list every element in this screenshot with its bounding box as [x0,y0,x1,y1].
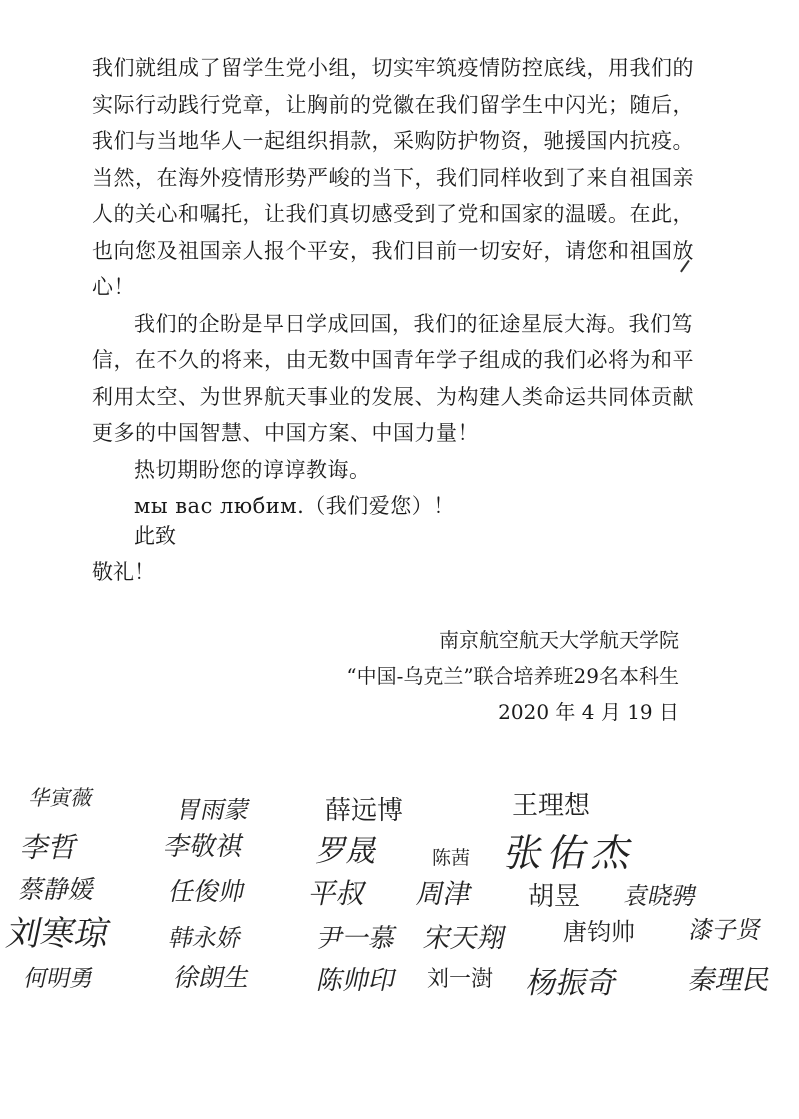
program-name: “中国-乌克兰”联合培养班29名本科生 [346,664,679,688]
signature-name: 胡昱 [528,882,581,912]
closing-phrase: 此致 [134,524,176,548]
signature-name: 平叔 [306,877,370,910]
signature-name: 漆子贤 [686,916,765,944]
signature-name: 罗晟 [313,834,381,869]
signature-name: 胃雨蒙 [174,796,253,824]
signature-name: 李哲 [18,831,82,864]
signature-name: 尹一慕 [314,924,399,954]
paragraph-2: 我们的企盼是早日学成回国，我们的征途星辰大海。我们笃信，在不久的将来，由无数中国青年学子组成的我们必将为和平利用太空、为世界航天事业的发展、为构建人类命运共同体贡献更多的中国智慧、中国方案、中国力量！ [92,311,694,445]
signature-name: 王理想 [512,791,591,821]
signature-name: 唐钧帅 [563,918,635,946]
signature-name: 张佑杰 [500,831,642,875]
signature-name: 杨振奇 [523,966,621,1001]
signature-name: 宋天翔 [421,923,509,954]
signature-name: 薛远博 [325,796,404,826]
signature-name: 华寅薇 [27,786,96,810]
signature-name: 秦理民 [686,965,774,996]
signature-block [346,622,679,730]
institution-name: 南京航空航天大学航天学院 [439,628,679,652]
letter-body [92,50,702,525]
signature-name: 陈帅印 [314,966,399,996]
signature-name: 袁晓骋 [621,882,700,910]
signature-name: 陈茜 [432,847,471,869]
regards-phrase: 敬礼！ [92,560,155,584]
signature-name: 任俊帅 [166,877,248,906]
signature-name: 韩永娇 [166,924,245,952]
signature-name: 徐朗生 [171,963,253,992]
letter-date: 2020 年 4 月 19 日 [498,700,679,724]
signature-name: 蔡静媛 [16,875,98,904]
paragraph-3: 热切期盼您的谆谆教诲。 [134,457,371,482]
signature-name: 刘寒琼 [3,914,114,954]
signature-name: 刘一澍 [427,967,494,992]
paragraph-4: мы вас любим.（我们爱您）！ [134,494,455,518]
signature-name: 何明勇 [21,966,97,992]
signature-name: 周津 [414,879,475,910]
paragraph-1: 我们就组成了留学生党小组，切实牢筑疫情防控底线，用我们的实际行动践行党章，让胸前的党徽在我们留学生中闪光；随后，我们与当地华人一起组织捐款，采购防护物资，驰援国内抗疫。当然，在海外疫情形势严峻的当下，我们同样收到了来自祖国亲人的关心和嘱托，让我们真切感受到了党和国家的温暖。在此，也向您及祖国亲人报个平安，我们目前一切安好，请您和祖国放心！ [92,56,694,299]
signature-name: 李敬祺 [161,832,246,862]
